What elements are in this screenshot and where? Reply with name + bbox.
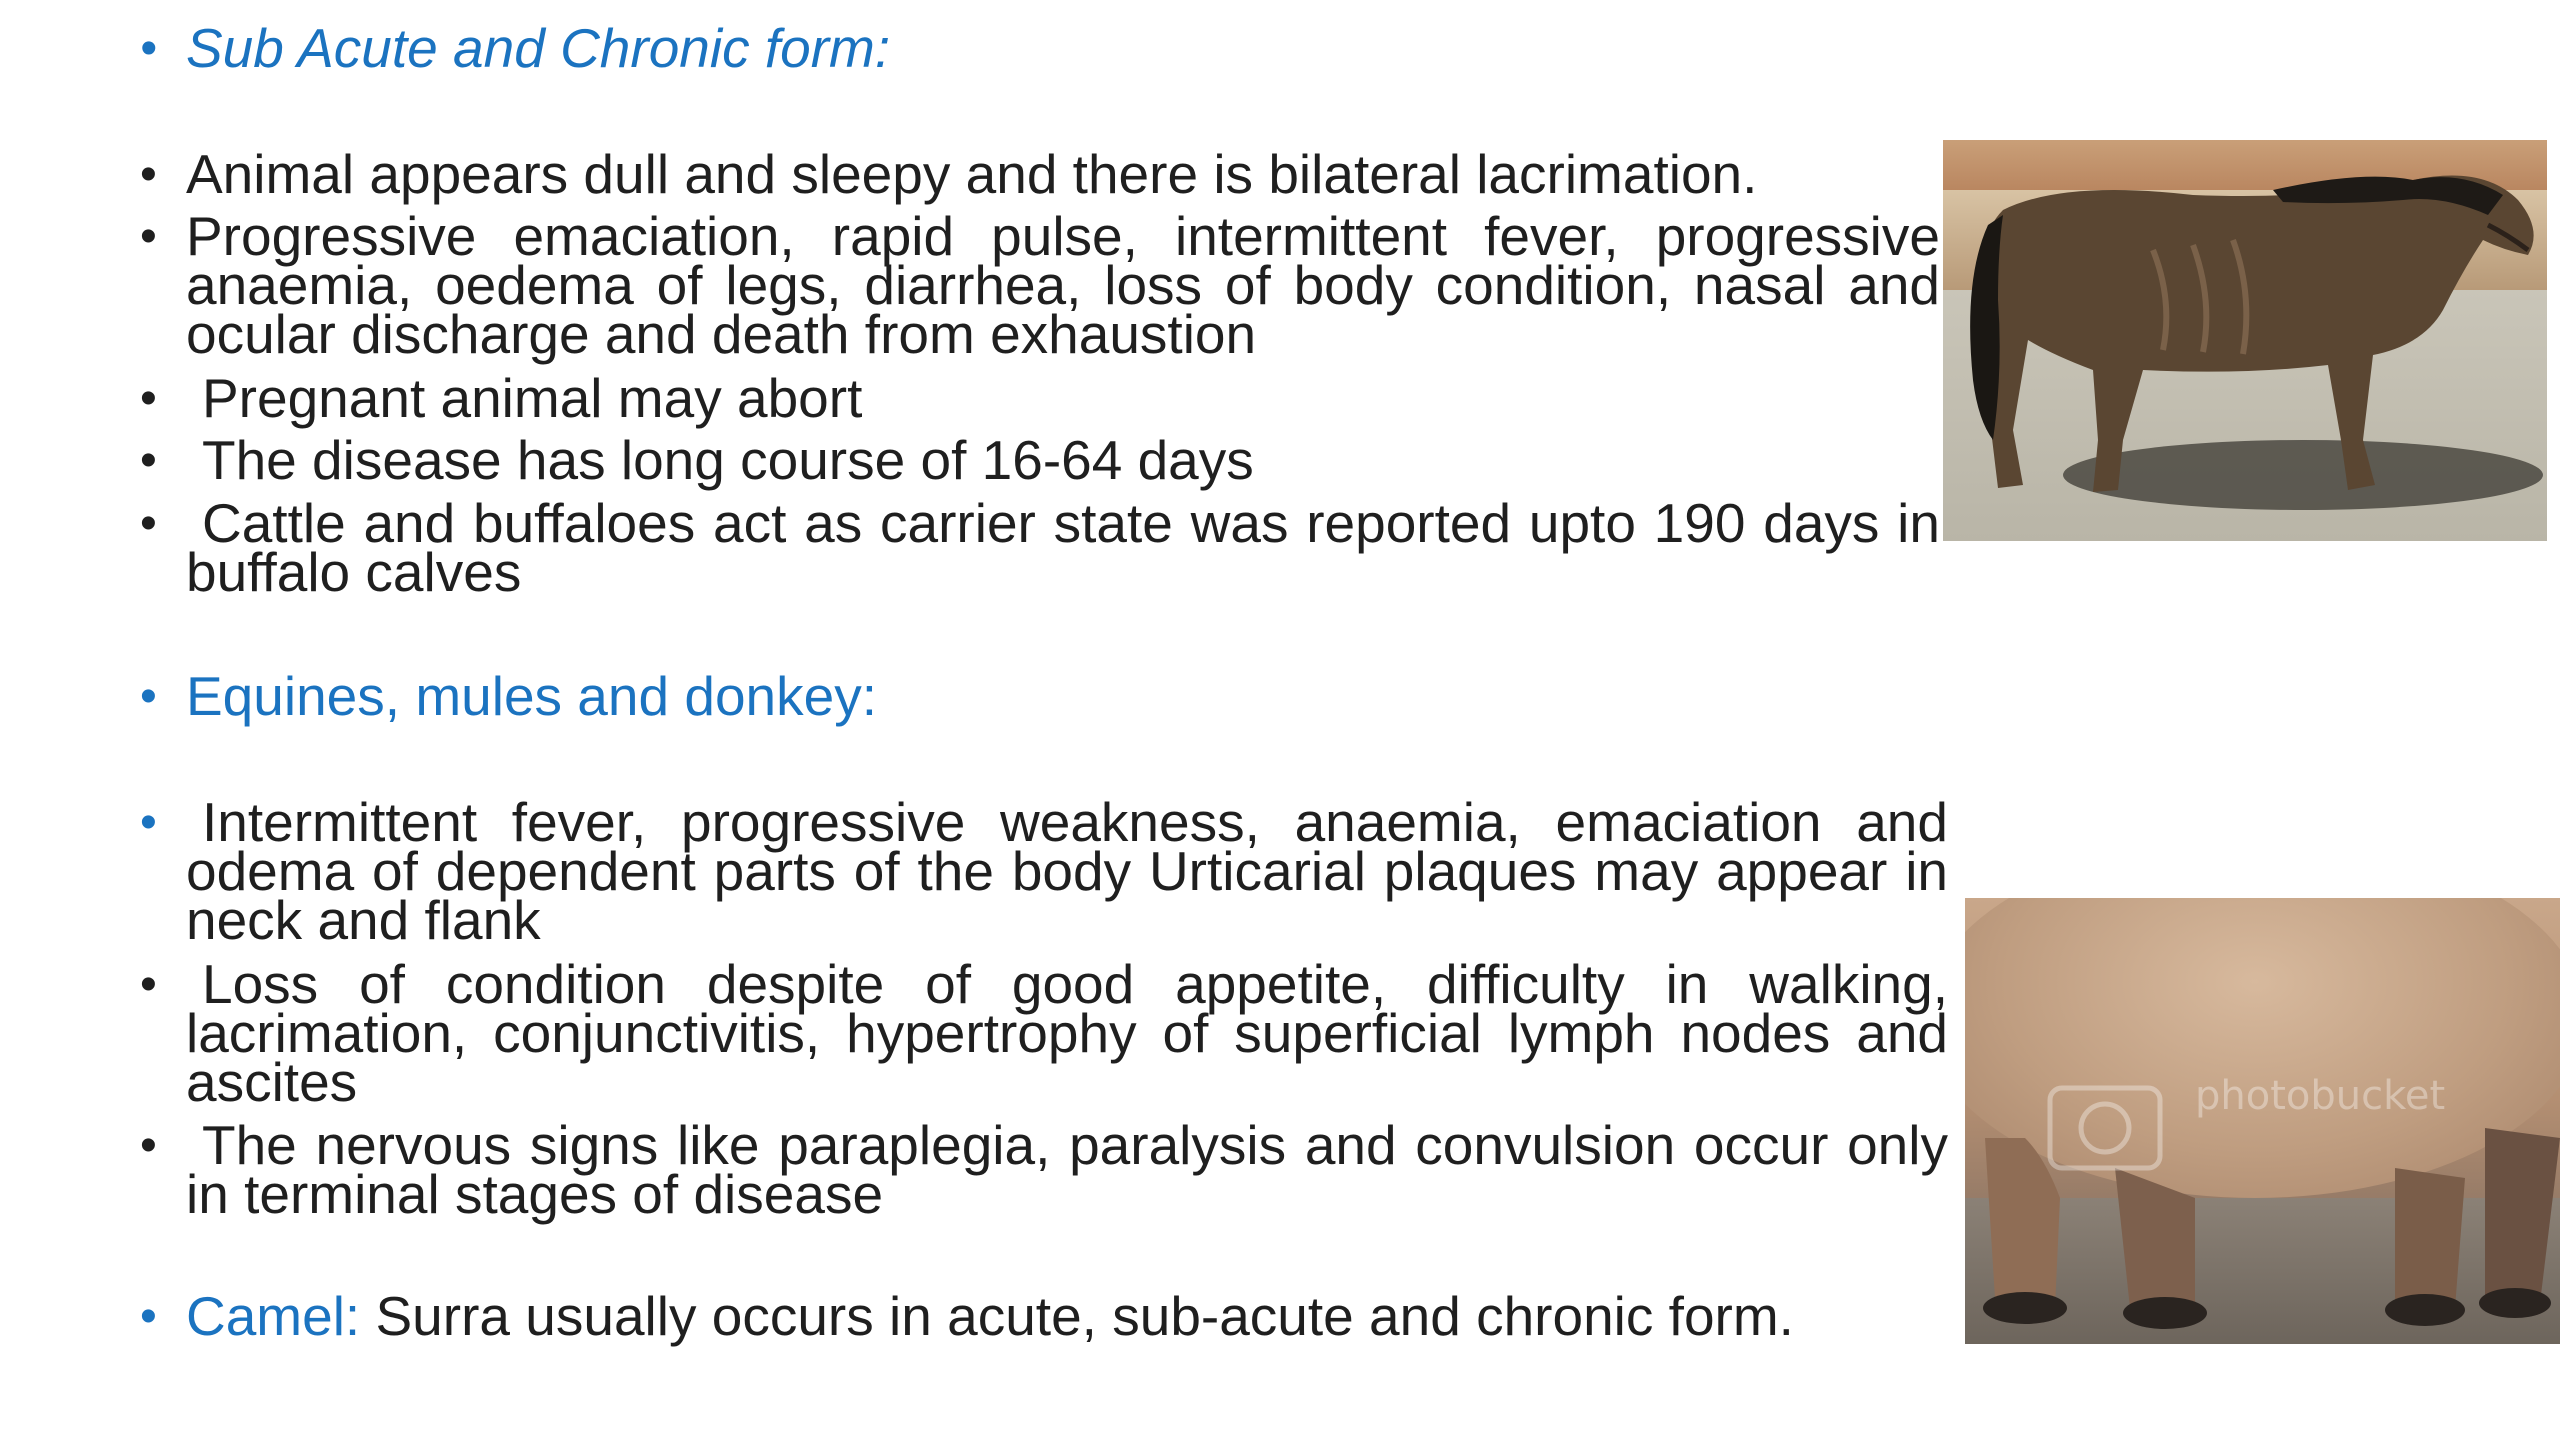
horse-legs — [1965, 898, 2560, 1344]
bullet: • — [140, 22, 157, 75]
heading-text: Equines, mules and donkey: — [186, 665, 877, 727]
bullet-text: Pregnant animal may abort — [202, 367, 863, 429]
bullet: • — [140, 1290, 157, 1343]
bullet: • — [140, 1119, 157, 1172]
horse-silhouette — [1943, 140, 2547, 541]
camel-text — [186, 1285, 2040, 1347]
bullet: • — [140, 210, 157, 263]
bullet-item — [140, 429, 1940, 491]
bullet: • — [140, 958, 157, 1011]
horse-photo — [1943, 140, 2547, 541]
section-heading-equines — [140, 665, 1940, 727]
bullet: • — [140, 670, 157, 723]
camel-line — [140, 1285, 2040, 1347]
bullet: • — [140, 796, 157, 849]
horse-belly-photo — [1965, 898, 2560, 1344]
bullet-text: Cattle and buffaloes act as carrier state was reported upto 190 days in buffalo calves — [186, 492, 1940, 603]
bullet-item — [140, 143, 1940, 205]
bullet-text: Animal appears dull and sleepy and there is bilateral lacrimation. — [186, 143, 1758, 205]
bullet: • — [140, 372, 157, 425]
bullet-item — [140, 367, 1940, 429]
bullet-text: Loss of condition despite of good appetite, difficulty in walking, lacrimation, conjunctivitis, hypertrophy of superficial lymph nodes and ascites — [186, 953, 1948, 1113]
bullet: • — [140, 434, 157, 487]
camel-description: Surra usually occurs in acute, sub-acute and chronic form. — [375, 1285, 1794, 1347]
camel-heading: Camel: — [186, 1285, 361, 1347]
bullet-item — [140, 953, 1948, 1113]
bullet-item — [140, 492, 1940, 603]
bullet-text: Progressive emaciation, rapid pulse, intermittent fever, progressive anaemia, oedema of legs, diarrhea, loss of body condition, nasal and ocular discharge and death from exhaustion — [186, 205, 1940, 365]
bullet-item — [140, 791, 1948, 951]
section-heading-subacute — [140, 17, 1940, 79]
bullet-item — [140, 205, 1940, 365]
heading-text: Sub Acute and Chronic form: — [186, 17, 891, 79]
bullet-text: The disease has long course of 16-64 days — [202, 429, 1254, 491]
bullet-text: The nervous signs like paraplegia, paralysis and convulsion occur only in terminal stages of disease — [186, 1114, 1948, 1225]
bullet-item — [140, 1114, 1948, 1225]
photobucket-watermark: photobucket — [2195, 1073, 2446, 1119]
bullet: • — [140, 497, 157, 550]
bullet: • — [140, 148, 157, 201]
bullet-text: Intermittent fever, progressive weakness, anaemia, emaciation and odema of dependent parts of the body Urticarial plaques may appear in neck and flank — [186, 791, 1948, 951]
